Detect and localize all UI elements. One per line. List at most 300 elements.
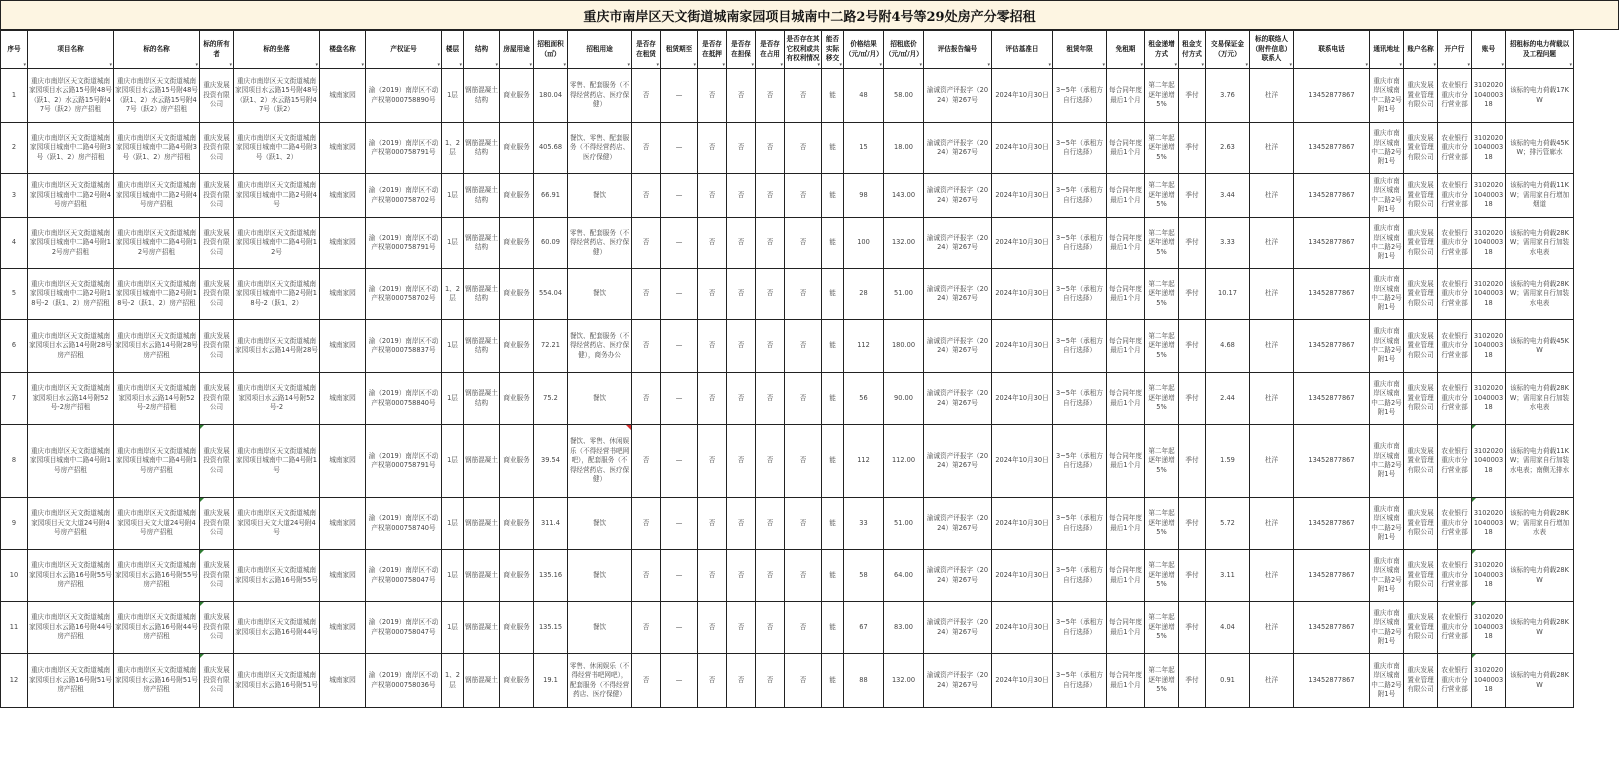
cell-floor[interactable]: 1层 [442,174,464,218]
cell-no[interactable]: 3 [1,174,28,218]
cell-power[interactable]: 该标的电力荷载11KW；需用家自行增加烟道 [1506,174,1574,218]
cell-phone[interactable]: 13452877867 [1294,654,1370,708]
cell-contact[interactable]: 杜洋 [1250,69,1294,123]
cell-estate[interactable]: 城南家园 [320,373,366,425]
cell-free[interactable]: 每合同年度最后1个月 [1107,269,1145,320]
cell-purpose[interactable]: 商业服务 [500,218,534,269]
cell-bank[interactable]: 农业银行重庆市分行营业部 [1438,320,1472,373]
cell-owner[interactable]: 重庆发展投资有限公司 [200,174,234,218]
cell-lease[interactable]: 否 [632,269,661,320]
cell-no[interactable]: 5 [1,269,28,320]
cell-report[interactable]: 渝诚资产评报字（2024）第267号 [924,320,992,373]
cell-base_date[interactable]: 2024年10月30日 [992,174,1053,218]
cell-location[interactable]: 重庆市南岸区天文街道城南家园项目城南中二路2号附18号-2（跃1、2） [234,269,320,320]
cell-other_rights[interactable]: 否 [785,269,822,320]
cell-deposit[interactable]: 4.68 [1206,320,1250,373]
cell-use[interactable]: 餐饮 [568,269,632,320]
cell-pay[interactable]: 季付 [1179,269,1206,320]
cell-years[interactable]: 3~5年（承租方自行选择） [1053,269,1107,320]
cell-estate[interactable]: 城南家园 [320,218,366,269]
cell-power[interactable]: 该标的电力荷载17KW [1506,69,1574,123]
cell-structure[interactable]: 钢筋混凝土结构 [464,218,500,269]
cell-contact[interactable]: 杜洋 [1250,218,1294,269]
cell-purpose[interactable]: 商业服务 [500,320,534,373]
cell-lease_to[interactable]: — [661,602,698,654]
cell-project[interactable]: 重庆市南岸区天文街道城南家园项目城南中二路4号附1号房产招租 [28,425,114,498]
cell-account_name[interactable]: 重庆发展置业管理有限公司 [1404,174,1438,218]
column-header-occupy[interactable]: 是否存在占用 ▾ [756,31,785,69]
cell-address[interactable]: 重庆市南岸区城南中二路2号附1号 [1370,654,1404,708]
cell-increase[interactable]: 第二年起逐年递增5% [1145,654,1179,708]
cell-no[interactable]: 10 [1,550,28,602]
cell-no[interactable]: 6 [1,320,28,373]
cell-occupy[interactable]: 否 [756,269,785,320]
cell-years[interactable]: 3~5年（承租方自行选择） [1053,498,1107,550]
cell-estate[interactable]: 城南家园 [320,498,366,550]
cell-floor[interactable]: 1层 [442,218,464,269]
cell-account[interactable]: 3102020104000318 [1472,320,1506,373]
cell-contact[interactable]: 杜洋 [1250,654,1294,708]
cell-mortgage[interactable]: 否 [698,174,727,218]
cell-phone[interactable]: 13452877867 [1294,218,1370,269]
cell-address[interactable]: 重庆市南岸区城南中二路2号附1号 [1370,218,1404,269]
cell-structure[interactable]: 钢筋混凝土结构 [464,69,500,123]
column-header-transfer[interactable]: 能否实际移交 ▾ [822,31,844,69]
cell-account_name[interactable]: 重庆发展置业管理有限公司 [1404,123,1438,174]
cell-contact[interactable]: 杜洋 [1250,373,1294,425]
cell-pay[interactable]: 季付 [1179,498,1206,550]
cell-cert[interactable]: 渝（2019）南岸区不动产权第000758890号 [366,69,442,123]
cell-power[interactable]: 该标的电力荷载28KW；需用家自行加装水电表 [1506,373,1574,425]
column-header-price_result[interactable]: 价格结果（元/㎡/月） ▾ [844,31,884,69]
cell-base_price[interactable]: 132.00 [884,654,924,708]
cell-occupy[interactable]: 否 [756,602,785,654]
cell-project[interactable]: 重庆市南岸区天文街道城南家园项目水云路14号附28号房产招租 [28,320,114,373]
cell-account[interactable]: 3102020104000318 [1472,602,1506,654]
cell-price_result[interactable]: 28 [844,269,884,320]
cell-use[interactable]: 餐饮、配套服务（不得经营药店、医疗保健），商务办公 [568,320,632,373]
cell-project[interactable]: 重庆市南岸区天文街道城南家园项目城南中二路2号附4号房产招租 [28,174,114,218]
cell-no[interactable]: 11 [1,602,28,654]
cell-phone[interactable]: 13452877867 [1294,174,1370,218]
cell-occupy[interactable]: 否 [756,69,785,123]
cell-location[interactable]: 重庆市南岸区天文街道城南家园项目城南中二路2号附4号 [234,174,320,218]
cell-use[interactable]: 零售、配套服务（不得经营药店、医疗保健） [568,218,632,269]
cell-account[interactable]: 3102020104000318 [1472,425,1506,498]
cell-purpose[interactable]: 商业服务 [500,69,534,123]
cell-structure[interactable]: 钢筋混凝土结构 [464,269,500,320]
cell-purpose[interactable]: 商业服务 [500,373,534,425]
cell-address[interactable]: 重庆市南岸区城南中二路2号附1号 [1370,123,1404,174]
cell-years[interactable]: 3~5年（承租方自行选择） [1053,425,1107,498]
cell-estate[interactable]: 城南家园 [320,123,366,174]
cell-contact[interactable]: 杜洋 [1250,174,1294,218]
cell-no[interactable]: 2 [1,123,28,174]
cell-free[interactable]: 每合同年度最后1个月 [1107,174,1145,218]
cell-pay[interactable]: 季付 [1179,425,1206,498]
cell-lease[interactable]: 否 [632,498,661,550]
cell-floor[interactable]: 1层 [442,320,464,373]
cell-lease_to[interactable]: — [661,269,698,320]
cell-structure[interactable]: 钢筋混凝土结构 [464,174,500,218]
cell-target[interactable]: 重庆市南岸区天文街道城南家园项目天文大道24号附4号房产招租 [114,498,200,550]
column-header-report[interactable]: 评估报告编号 ▾ [924,31,992,69]
cell-base_date[interactable]: 2024年10月30日 [992,550,1053,602]
cell-report[interactable]: 渝诚资产评报字（2024）第267号 [924,174,992,218]
cell-phone[interactable]: 13452877867 [1294,498,1370,550]
cell-use[interactable]: 餐饮 [568,602,632,654]
cell-address[interactable]: 重庆市南岸区城南中二路2号附1号 [1370,373,1404,425]
cell-project[interactable]: 重庆市南岸区天文街道城南家园项目城南中二路4号附12号房产招租 [28,218,114,269]
cell-structure[interactable]: 钢筋混凝土 [464,602,500,654]
column-header-use[interactable]: 招租用途 ▾ [568,31,632,69]
cell-lease[interactable]: 否 [632,320,661,373]
column-header-base_date[interactable]: 评估基准日 ▾ [992,31,1053,69]
cell-years[interactable]: 3~5年（承租方自行选择） [1053,320,1107,373]
cell-cert[interactable]: 渝（2019）南岸区不动产权第000758702号 [366,269,442,320]
cell-increase[interactable]: 第二年起逐年递增5% [1145,174,1179,218]
cell-free[interactable]: 每合同年度最后1个月 [1107,425,1145,498]
cell-area[interactable]: 39.54 [534,425,568,498]
cell-occupy[interactable]: 否 [756,373,785,425]
cell-area[interactable]: 19.1 [534,654,568,708]
cell-power[interactable]: 该标的电力荷载28KW；需用家自行加装水电表 [1506,218,1574,269]
cell-estate[interactable]: 城南家园 [320,550,366,602]
cell-lease_to[interactable]: — [661,320,698,373]
cell-cert[interactable]: 渝（2019）南岸区不动产权第000758837号 [366,320,442,373]
cell-contact[interactable]: 杜洋 [1250,550,1294,602]
cell-phone[interactable]: 13452877867 [1294,425,1370,498]
cell-pay[interactable]: 季付 [1179,654,1206,708]
cell-phone[interactable]: 13452877867 [1294,269,1370,320]
cell-guarantee[interactable]: 否 [727,373,756,425]
cell-increase[interactable]: 第二年起逐年递增5% [1145,269,1179,320]
cell-location[interactable]: 重庆市南岸区天文街道城南家园项目水云路16号附51号 [234,654,320,708]
cell-account_name[interactable]: 重庆发展置业管理有限公司 [1404,425,1438,498]
cell-power[interactable]: 该标的电力荷载28KW [1506,550,1574,602]
cell-lease[interactable]: 否 [632,654,661,708]
cell-phone[interactable]: 13452877867 [1294,550,1370,602]
cell-pay[interactable]: 季付 [1179,69,1206,123]
cell-account[interactable]: 3102020104000318 [1472,269,1506,320]
cell-transfer[interactable]: 能 [822,654,844,708]
cell-guarantee[interactable]: 否 [727,69,756,123]
cell-base_date[interactable]: 2024年10月30日 [992,373,1053,425]
cell-years[interactable]: 3~5年（承租方自行选择） [1053,550,1107,602]
column-header-floor[interactable]: 楼层 ▾ [442,31,464,69]
cell-base_date[interactable]: 2024年10月30日 [992,320,1053,373]
cell-years[interactable]: 3~5年（承租方自行选择） [1053,218,1107,269]
column-header-lease_to[interactable]: 租赁期至 ▾ [661,31,698,69]
cell-cert[interactable]: 渝（2019）南岸区不动产权第000758740号 [366,498,442,550]
cell-target[interactable]: 重庆市南岸区天文街道城南家园项目水云路14号附52号-2房产招租 [114,373,200,425]
cell-owner[interactable]: 重庆发展投资有限公司 [200,123,234,174]
cell-pay[interactable]: 季付 [1179,320,1206,373]
cell-bank[interactable]: 农业银行重庆市分行营业部 [1438,123,1472,174]
cell-lease_to[interactable]: — [661,550,698,602]
cell-use[interactable]: 餐饮、零售、配套服务（不得经营药店、医疗保健） [568,123,632,174]
cell-owner[interactable]: 重庆发展投资有限公司 [200,654,234,708]
cell-years[interactable]: 3~5年（承租方自行选择） [1053,373,1107,425]
cell-free[interactable]: 每合同年度最后1个月 [1107,218,1145,269]
cell-mortgage[interactable]: 否 [698,425,727,498]
cell-purpose[interactable]: 商业服务 [500,654,534,708]
cell-base_price[interactable]: 51.00 [884,269,924,320]
cell-deposit[interactable]: 10.17 [1206,269,1250,320]
cell-report[interactable]: 渝诚资产评报字（2024）第267号 [924,269,992,320]
cell-power[interactable]: 该标的电力荷载45KW；排污管廊水 [1506,123,1574,174]
cell-report[interactable]: 渝诚资产评报字（2024）第267号 [924,602,992,654]
cell-other_rights[interactable]: 否 [785,602,822,654]
cell-base_date[interactable]: 2024年10月30日 [992,69,1053,123]
cell-lease[interactable]: 否 [632,123,661,174]
cell-guarantee[interactable]: 否 [727,123,756,174]
cell-use[interactable]: 餐饮 [568,174,632,218]
cell-location[interactable]: 重庆市南岸区天文街道城南家园项目水云路16号附44号 [234,602,320,654]
cell-bank[interactable]: 农业银行重庆市分行营业部 [1438,69,1472,123]
cell-target[interactable]: 重庆市南岸区天文街道城南家园项目水云路16号附55号房产招租 [114,550,200,602]
cell-occupy[interactable]: 否 [756,498,785,550]
cell-mortgage[interactable]: 否 [698,373,727,425]
cell-account_name[interactable]: 重庆发展置业管理有限公司 [1404,320,1438,373]
cell-use[interactable]: 零售、休闲娱乐（不得经营书吧网吧），配套服务（不得经营药店、医疗保健） [568,654,632,708]
cell-area[interactable]: 180.04 [534,69,568,123]
cell-cert[interactable]: 渝（2019）南岸区不动产权第000758047号 [366,602,442,654]
cell-power[interactable]: 该标的电力荷载28KW；需用家自行加装水电表 [1506,269,1574,320]
cell-report[interactable]: 渝诚资产评报字（2024）第267号 [924,69,992,123]
cell-price_result[interactable]: 58 [844,550,884,602]
cell-account[interactable]: 3102020104000318 [1472,373,1506,425]
cell-estate[interactable]: 城南家园 [320,320,366,373]
cell-use[interactable]: 零售、配套服务（不得经营药店、医疗保健） [568,69,632,123]
cell-account_name[interactable]: 重庆发展置业管理有限公司 [1404,269,1438,320]
cell-increase[interactable]: 第二年起逐年递增5% [1145,498,1179,550]
column-header-target[interactable]: 标的名称 ▾ [114,31,200,69]
cell-base_date[interactable]: 2024年10月30日 [992,269,1053,320]
cell-price_result[interactable]: 48 [844,69,884,123]
column-header-deposit[interactable]: 交易保证金（万元） ▾ [1206,31,1250,69]
cell-address[interactable]: 重庆市南岸区城南中二路2号附1号 [1370,269,1404,320]
cell-location[interactable]: 重庆市南岸区天文街道城南家园项目天文大道24号附4号 [234,498,320,550]
cell-deposit[interactable]: 3.11 [1206,550,1250,602]
cell-transfer[interactable]: 能 [822,425,844,498]
cell-floor[interactable]: 1层 [442,69,464,123]
cell-account[interactable]: 3102020104000318 [1472,174,1506,218]
cell-other_rights[interactable]: 否 [785,373,822,425]
cell-lease[interactable]: 否 [632,373,661,425]
cell-purpose[interactable]: 商业服务 [500,498,534,550]
cell-years[interactable]: 3~5年（承租方自行选择） [1053,123,1107,174]
cell-other_rights[interactable]: 否 [785,654,822,708]
column-header-free[interactable]: 免租期 ▾ [1107,31,1145,69]
cell-area[interactable]: 72.21 [534,320,568,373]
column-header-account[interactable]: 账号 ▾ [1472,31,1506,69]
cell-free[interactable]: 每合同年度最后1个月 [1107,373,1145,425]
cell-use[interactable]: 餐饮、零售、休闲娱乐（不得经营书吧网吧），配套服务（不得经营药店、医疗保健） [568,425,632,498]
cell-base_date[interactable]: 2024年10月30日 [992,425,1053,498]
cell-account_name[interactable]: 重庆发展置业管理有限公司 [1404,602,1438,654]
cell-power[interactable]: 该标的电力荷载28KW [1506,602,1574,654]
cell-pay[interactable]: 季付 [1179,550,1206,602]
column-header-location[interactable]: 标的坐落 ▾ [234,31,320,69]
cell-project[interactable]: 重庆市南岸区天文街道城南家园项目水云路16号附51号房产招租 [28,654,114,708]
cell-account_name[interactable]: 重庆发展置业管理有限公司 [1404,654,1438,708]
cell-area[interactable]: 135.15 [534,602,568,654]
column-header-structure[interactable]: 结构 ▾ [464,31,500,69]
cell-no[interactable]: 9 [1,498,28,550]
column-header-project[interactable]: 项目名称 ▾ [28,31,114,69]
cell-no[interactable]: 4 [1,218,28,269]
cell-no[interactable]: 8 [1,425,28,498]
cell-structure[interactable]: 钢筋混凝土结构 [464,123,500,174]
cell-cert[interactable]: 渝（2019）南岸区不动产权第000758791号 [366,123,442,174]
cell-price_result[interactable]: 88 [844,654,884,708]
cell-bank[interactable]: 农业银行重庆市分行营业部 [1438,498,1472,550]
cell-other_rights[interactable]: 否 [785,320,822,373]
cell-price_result[interactable]: 98 [844,174,884,218]
column-header-area[interactable]: 招租面积（㎡） ▾ [534,31,568,69]
cell-occupy[interactable]: 否 [756,218,785,269]
cell-power[interactable]: 该标的电力荷载28KW；需用家自行增加水表 [1506,498,1574,550]
cell-use[interactable]: 餐饮 [568,498,632,550]
cell-lease[interactable]: 否 [632,550,661,602]
cell-deposit[interactable]: 1.59 [1206,425,1250,498]
cell-lease_to[interactable]: — [661,218,698,269]
cell-pay[interactable]: 季付 [1179,373,1206,425]
cell-floor[interactable]: 1层 [442,425,464,498]
cell-base_price[interactable]: 143.00 [884,174,924,218]
cell-years[interactable]: 3~5年（承租方自行选择） [1053,654,1107,708]
cell-bank[interactable]: 农业银行重庆市分行营业部 [1438,373,1472,425]
cell-base_date[interactable]: 2024年10月30日 [992,654,1053,708]
cell-account[interactable]: 3102020104000318 [1472,123,1506,174]
cell-no[interactable]: 12 [1,654,28,708]
cell-location[interactable]: 重庆市南岸区天文街道城南家园项目水云路15号附48号（跃1、2）水云路15号附47号（跃2） [234,69,320,123]
cell-area[interactable]: 60.09 [534,218,568,269]
column-header-owner[interactable]: 标的所有者 ▾ [200,31,234,69]
cell-account_name[interactable]: 重庆发展置业管理有限公司 [1404,498,1438,550]
cell-deposit[interactable]: 2.44 [1206,373,1250,425]
cell-lease[interactable]: 否 [632,425,661,498]
cell-use[interactable]: 餐饮 [568,373,632,425]
cell-price_result[interactable]: 15 [844,123,884,174]
cell-base_price[interactable]: 64.00 [884,550,924,602]
cell-price_result[interactable]: 100 [844,218,884,269]
cell-base_price[interactable]: 180.00 [884,320,924,373]
cell-floor[interactable]: 1层 [442,550,464,602]
cell-address[interactable]: 重庆市南岸区城南中二路2号附1号 [1370,425,1404,498]
cell-structure[interactable]: 钢筋混凝土 [464,425,500,498]
cell-project[interactable]: 重庆市南岸区天文街道城南家园项目城南中二路4号附3号（跃1、2）房产招租 [28,123,114,174]
cell-owner[interactable]: 重庆发展投资有限公司 [200,498,234,550]
cell-guarantee[interactable]: 否 [727,218,756,269]
cell-project[interactable]: 重庆市南岸区天文街道城南家园项目水云路15号附48号（跃1、2）水云路15号附47号（跃2）房产招租 [28,69,114,123]
cell-bank[interactable]: 农业银行重庆市分行营业部 [1438,425,1472,498]
cell-report[interactable]: 渝诚资产评报字（2024）第267号 [924,123,992,174]
cell-address[interactable]: 重庆市南岸区城南中二路2号附1号 [1370,69,1404,123]
cell-mortgage[interactable]: 否 [698,218,727,269]
cell-report[interactable]: 渝诚资产评报字（2024）第267号 [924,550,992,602]
cell-years[interactable]: 3~5年（承租方自行选择） [1053,174,1107,218]
cell-lease_to[interactable]: — [661,425,698,498]
column-header-base_price[interactable]: 招租底价（元/㎡/月） ▾ [884,31,924,69]
cell-target[interactable]: 重庆市南岸区天文街道城南家园项目水云路16号附51号房产招租 [114,654,200,708]
cell-other_rights[interactable]: 否 [785,69,822,123]
cell-increase[interactable]: 第二年起逐年递增5% [1145,123,1179,174]
cell-base_date[interactable]: 2024年10月30日 [992,602,1053,654]
cell-pay[interactable]: 季付 [1179,174,1206,218]
cell-report[interactable]: 渝诚资产评报字（2024）第267号 [924,373,992,425]
cell-owner[interactable]: 重庆发展投资有限公司 [200,373,234,425]
column-header-pay[interactable]: 租金支付方式 ▾ [1179,31,1206,69]
cell-project[interactable]: 重庆市南岸区天文街道城南家园项目水云路14号附52号-2房产招租 [28,373,114,425]
cell-transfer[interactable]: 能 [822,174,844,218]
cell-owner[interactable]: 重庆发展投资有限公司 [200,602,234,654]
cell-other_rights[interactable]: 否 [785,218,822,269]
cell-mortgage[interactable]: 否 [698,550,727,602]
cell-project[interactable]: 重庆市南岸区天文街道城南家园项目水云路16号附44号房产招租 [28,602,114,654]
cell-estate[interactable]: 城南家园 [320,69,366,123]
cell-purpose[interactable]: 商业服务 [500,550,534,602]
cell-contact[interactable]: 杜洋 [1250,602,1294,654]
column-header-other_rights[interactable]: 是否存在其它权利或共有权利情况 ▾ [785,31,822,69]
cell-base_price[interactable]: 83.00 [884,602,924,654]
cell-free[interactable]: 每合同年度最后1个月 [1107,320,1145,373]
cell-increase[interactable]: 第二年起逐年递增5% [1145,320,1179,373]
column-header-bank[interactable]: 开户行 ▾ [1438,31,1472,69]
cell-mortgage[interactable]: 否 [698,654,727,708]
cell-estate[interactable]: 城南家园 [320,269,366,320]
cell-address[interactable]: 重庆市南岸区城南中二路2号附1号 [1370,602,1404,654]
cell-bank[interactable]: 农业银行重庆市分行营业部 [1438,269,1472,320]
cell-guarantee[interactable]: 否 [727,269,756,320]
cell-address[interactable]: 重庆市南岸区城南中二路2号附1号 [1370,498,1404,550]
cell-structure[interactable]: 钢筋混凝土结构 [464,320,500,373]
cell-guarantee[interactable]: 否 [727,550,756,602]
cell-cert[interactable]: 渝（2019）南岸区不动产权第000758791号 [366,425,442,498]
column-header-contact[interactable]: 标的联络人（附件信息）联系人 ▾ [1250,31,1294,69]
cell-occupy[interactable]: 否 [756,123,785,174]
cell-estate[interactable]: 城南家园 [320,654,366,708]
cell-area[interactable]: 554.04 [534,269,568,320]
cell-free[interactable]: 每合同年度最后1个月 [1107,654,1145,708]
cell-base_date[interactable]: 2024年10月30日 [992,218,1053,269]
cell-owner[interactable]: 重庆发展投资有限公司 [200,320,234,373]
cell-area[interactable]: 75.2 [534,373,568,425]
cell-base_date[interactable]: 2024年10月30日 [992,123,1053,174]
cell-increase[interactable]: 第二年起逐年递增5% [1145,602,1179,654]
cell-lease_to[interactable]: — [661,654,698,708]
cell-report[interactable]: 渝诚资产评报字（2024）第267号 [924,654,992,708]
cell-estate[interactable]: 城南家园 [320,174,366,218]
cell-mortgage[interactable]: 否 [698,320,727,373]
cell-deposit[interactable]: 3.44 [1206,174,1250,218]
cell-owner[interactable]: 重庆发展投资有限公司 [200,218,234,269]
cell-years[interactable]: 3~5年（承租方自行选择） [1053,602,1107,654]
cell-contact[interactable]: 杜洋 [1250,320,1294,373]
cell-contact[interactable]: 杜洋 [1250,123,1294,174]
cell-floor[interactable]: 1层 [442,498,464,550]
cell-area[interactable]: 135.16 [534,550,568,602]
cell-no[interactable]: 7 [1,373,28,425]
cell-phone[interactable]: 13452877867 [1294,320,1370,373]
cell-increase[interactable]: 第二年起逐年递增5% [1145,373,1179,425]
column-header-no[interactable]: 序号 ▾ [1,31,28,69]
cell-use[interactable]: 餐饮 [568,550,632,602]
cell-address[interactable]: 重庆市南岸区城南中二路2号附1号 [1370,320,1404,373]
cell-other_rights[interactable]: 否 [785,123,822,174]
cell-report[interactable]: 渝诚资产评报字（2024）第267号 [924,218,992,269]
